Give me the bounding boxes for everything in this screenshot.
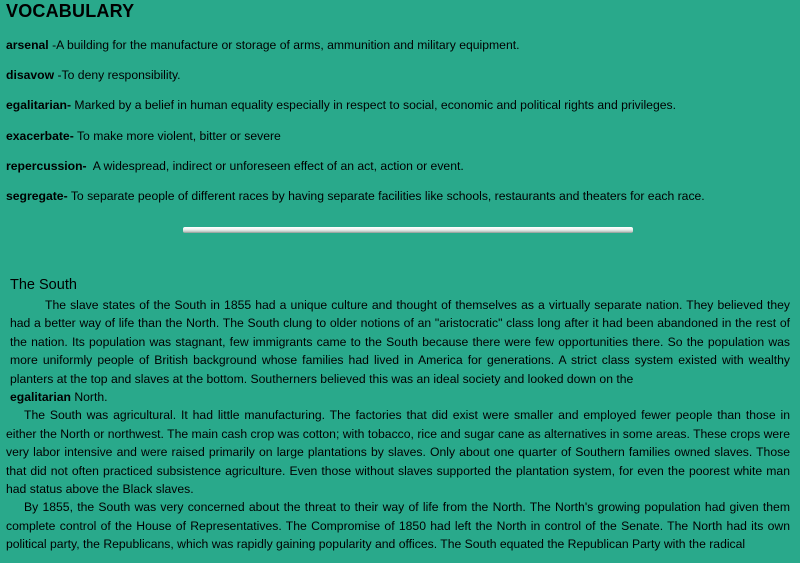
section-title: The South (10, 277, 77, 293)
paragraph-1 (6, 296, 790, 406)
vocab-entry-disavow (6, 68, 181, 82)
vocab-separator: - (48, 38, 57, 52)
vocab-entry-exacerbate (6, 129, 281, 143)
vocab-separator: - (54, 68, 62, 82)
vocab-term: disavow (6, 68, 55, 82)
vocab-term: egalitarian- (6, 98, 72, 112)
vocab-definition: To deny responsibility. (61, 68, 181, 82)
vocab-definition: A widespread, indirect or unforeseen effect of an act, action or event. (92, 159, 464, 173)
paragraph-2: The South was agricultural. It had little manufacturing. The factories that did exist were smaller and employed fewer people than those in either the North or northwest. The main cash crop was cotton; with tobacco, rice and sugar cane as alternatives in some areas. These crops were very labor intensive and were raised primarily on large plantations by slaves. Only about one quarter of Southern families owned slaves. Those that did not often practiced subsistence agriculture. Even those without slaves supported the plantation system, for even the poorest white man had status above the Black slaves. (6, 408, 790, 497)
vocab-term: exacerbate- (6, 129, 74, 143)
paragraph-1-end: North. (70, 390, 108, 405)
vocab-term: segregate- (6, 189, 68, 203)
paragraph-1-text: The slave states of the South in 1855 had a unique culture and thought of themselves as a virtually separate nation. They believed they had a better way of life than the North. The South clung to older notions of an "aristocratic" class long after it had been abandoned in the rest of the nation. Its population was stagnant, few immigrants came to the South because there were few opportunities there. So the population was more uniformly people of British background whose families had lived in America for generations. A strict class system existed with wealthy planters at the top and slaves at the bottom. Southerners believed this was an ideal society and looked down on the (10, 298, 790, 386)
vocab-term: repercussion- (6, 159, 87, 173)
vocab-definition: To make more violent, bitter or severe (76, 129, 281, 143)
vocab-definition: To separate people of different races by having separate facilities like schools, restaurants and theaters for each race. (70, 189, 705, 203)
vocab-entry-egalitarian (6, 98, 676, 112)
vocab-entry-arsenal (6, 38, 520, 52)
article-body (6, 296, 790, 554)
paragraph-3: By 1855, the South was very concerned about the threat to their way of life from the North. The North's growing population had given them complete control of the House of Representatives. The Compromise of 1850 had left the North in control of the Senate. The North had its own political party, the Republicans, which was rapidly gaining popularity and offices. The South equated the Republican Party with the radical (6, 500, 790, 552)
vocab-term: arsenal (6, 38, 49, 52)
vocab-definition: A building for the manufacture or storage of arms, ammunition and military equipment. (56, 38, 520, 52)
page-title: VOCABULARY (6, 1, 135, 21)
glossary-term-link: egalitarian (10, 390, 71, 405)
vocab-entry-segregate (6, 189, 705, 203)
horizontal-divider (183, 227, 633, 233)
vocab-entry-repercussion (6, 159, 464, 173)
vocab-definition: Marked by a belief in human equality especially in respect to social, economic and political rights and privileges. (74, 98, 676, 112)
